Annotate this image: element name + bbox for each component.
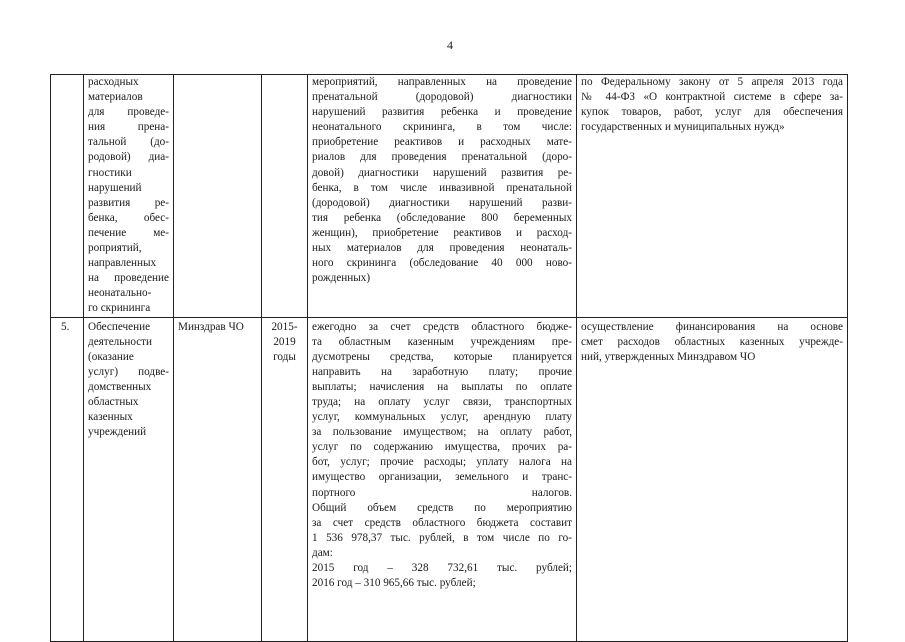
text-line: государственных и муниципальных нужд» bbox=[581, 121, 785, 134]
text-line: дам: bbox=[312, 546, 333, 559]
text-line: нарушений развития ребенка и проведение bbox=[312, 106, 572, 119]
cell-period bbox=[262, 317, 308, 642]
text-line: годы bbox=[273, 350, 296, 363]
text-line: роприятий, bbox=[88, 242, 142, 255]
text-line: осуществление финансирования на основе bbox=[581, 320, 843, 333]
text-line: учреждений bbox=[88, 426, 147, 439]
text-line: направленных bbox=[88, 257, 157, 270]
text-line: для проведе- bbox=[88, 106, 169, 119]
text-line: развития ре- bbox=[88, 196, 169, 209]
page-number: 4 bbox=[447, 38, 453, 52]
text-line: довой) диагностики нарушений развития ре- bbox=[312, 166, 572, 179]
text-line: по Федеральному закону от 5 апреля 2013 года bbox=[581, 76, 843, 88]
text-line: имущество организации, земельного и транс- bbox=[312, 471, 572, 484]
cell-expected-result bbox=[577, 317, 848, 642]
text-line: труда; на оплату услуг связи, транспортных bbox=[312, 395, 572, 408]
text-line: бенка, в том числе инвазивной пренатальной bbox=[312, 181, 572, 194]
cell-number bbox=[51, 317, 84, 642]
table-row bbox=[51, 317, 848, 642]
text-line: родовой) диа- bbox=[88, 151, 169, 164]
text-line: пренатальной (дородовой) диагностики bbox=[312, 91, 572, 104]
text-line: рожденных) bbox=[312, 272, 371, 285]
text-line: печение ме- bbox=[88, 226, 169, 239]
text-line: домственных bbox=[88, 380, 152, 393]
text-line: 2015- bbox=[271, 320, 298, 333]
text-line: за пользование имуществом; на оплату работ, bbox=[312, 426, 572, 439]
text-line: деятельности bbox=[88, 335, 153, 348]
cell-expected-result bbox=[577, 75, 848, 318]
cell-executor bbox=[174, 75, 262, 318]
text-line: областных bbox=[88, 395, 139, 408]
text-line: 2019 bbox=[273, 335, 296, 348]
text-line: неонатального скрининга, в том числе: bbox=[312, 121, 572, 134]
cell-period bbox=[262, 75, 308, 318]
text-line: услуг по содержанию имущества, прочих ра- bbox=[312, 441, 572, 454]
text-line: (дородовой) диагностики нарушений разви- bbox=[312, 196, 572, 209]
text-line: ных материалов для проведения неонаталь- bbox=[312, 242, 572, 255]
text-line: ния прена- bbox=[88, 121, 169, 134]
measures-table bbox=[50, 74, 848, 642]
text-line: 2016 год – 310 965,66 тыс. рублей; bbox=[312, 577, 476, 590]
cell-number bbox=[51, 75, 84, 318]
text-line: 2015 год – 328 732,61 тыс. рублей; bbox=[312, 562, 572, 574]
cell-measure-name bbox=[84, 317, 174, 642]
text-line: на проведение bbox=[88, 272, 169, 285]
text-line: № 44-ФЗ «О контрактной системе в сфере за- bbox=[581, 91, 843, 104]
text-line: материалов bbox=[88, 91, 143, 104]
text-line: расходных bbox=[88, 76, 139, 88]
text-line: неонатально- bbox=[88, 287, 152, 300]
text-line: нарушений bbox=[88, 181, 142, 194]
text-line: тия ребенка (обследование 800 беременных bbox=[312, 211, 572, 224]
text-line: бот, услуг; прочие расходы; уплату налога на bbox=[312, 456, 572, 469]
text-line: ного скрининга (обследование 40 000 ново- bbox=[312, 257, 572, 270]
text-line: казенных bbox=[88, 411, 133, 424]
text-line: дусмотрены средства, которые планируется bbox=[312, 350, 572, 363]
text-line: смет расходов областных казенных учрежде- bbox=[581, 335, 843, 348]
text-line: 1 536 978,37 тыс. рублей, в том числе по го- bbox=[312, 531, 572, 544]
text-line: портного налогов. bbox=[312, 486, 572, 499]
text-line: направить на заработную плату; прочие bbox=[312, 365, 572, 378]
text-line: Общий объем средств по мероприятию bbox=[312, 501, 572, 514]
text-line: услуг, коммунальных услуг, арендную плату bbox=[312, 411, 572, 424]
text-line: выплаты; начисления на выплаты по оплате bbox=[312, 380, 572, 393]
text-line: та областным казенным учреждениям пре- bbox=[312, 335, 572, 348]
cell-executor bbox=[174, 317, 262, 642]
text-line: (оказание bbox=[88, 350, 134, 363]
executor-text: Минздрав ЧО bbox=[178, 320, 244, 333]
cell-measure-name bbox=[84, 75, 174, 318]
cell-measure-content bbox=[308, 75, 577, 318]
table-row bbox=[51, 75, 848, 318]
row-number: 5. bbox=[61, 320, 70, 333]
text-line: купок товаров, работ, услуг для обеспечения bbox=[581, 106, 843, 119]
text-line: тальной (до- bbox=[88, 136, 169, 149]
text-line: приобретение реактивов и расходных мате- bbox=[312, 136, 572, 149]
text-line: мероприятий, направленных на проведение bbox=[312, 76, 572, 88]
text-line: риалов для проведения пренатальной (доро- bbox=[312, 151, 572, 164]
text-line: гностики bbox=[88, 166, 132, 179]
text-line: ний, утвержденных Минздравом ЧО bbox=[581, 350, 756, 363]
text-line: Обеспечение bbox=[88, 320, 151, 333]
text-line: ежегодно за счет средств областного бюдже- bbox=[312, 320, 572, 333]
text-line: бенка, обес- bbox=[88, 211, 169, 224]
text-line: услуг) подве- bbox=[88, 365, 169, 378]
cell-measure-content bbox=[308, 317, 577, 642]
text-line: го скрининга bbox=[88, 302, 151, 315]
text-line: за счет средств областного бюджета составит bbox=[312, 516, 572, 529]
text-line: женщин), приобретение реактивов и расход- bbox=[312, 226, 572, 239]
